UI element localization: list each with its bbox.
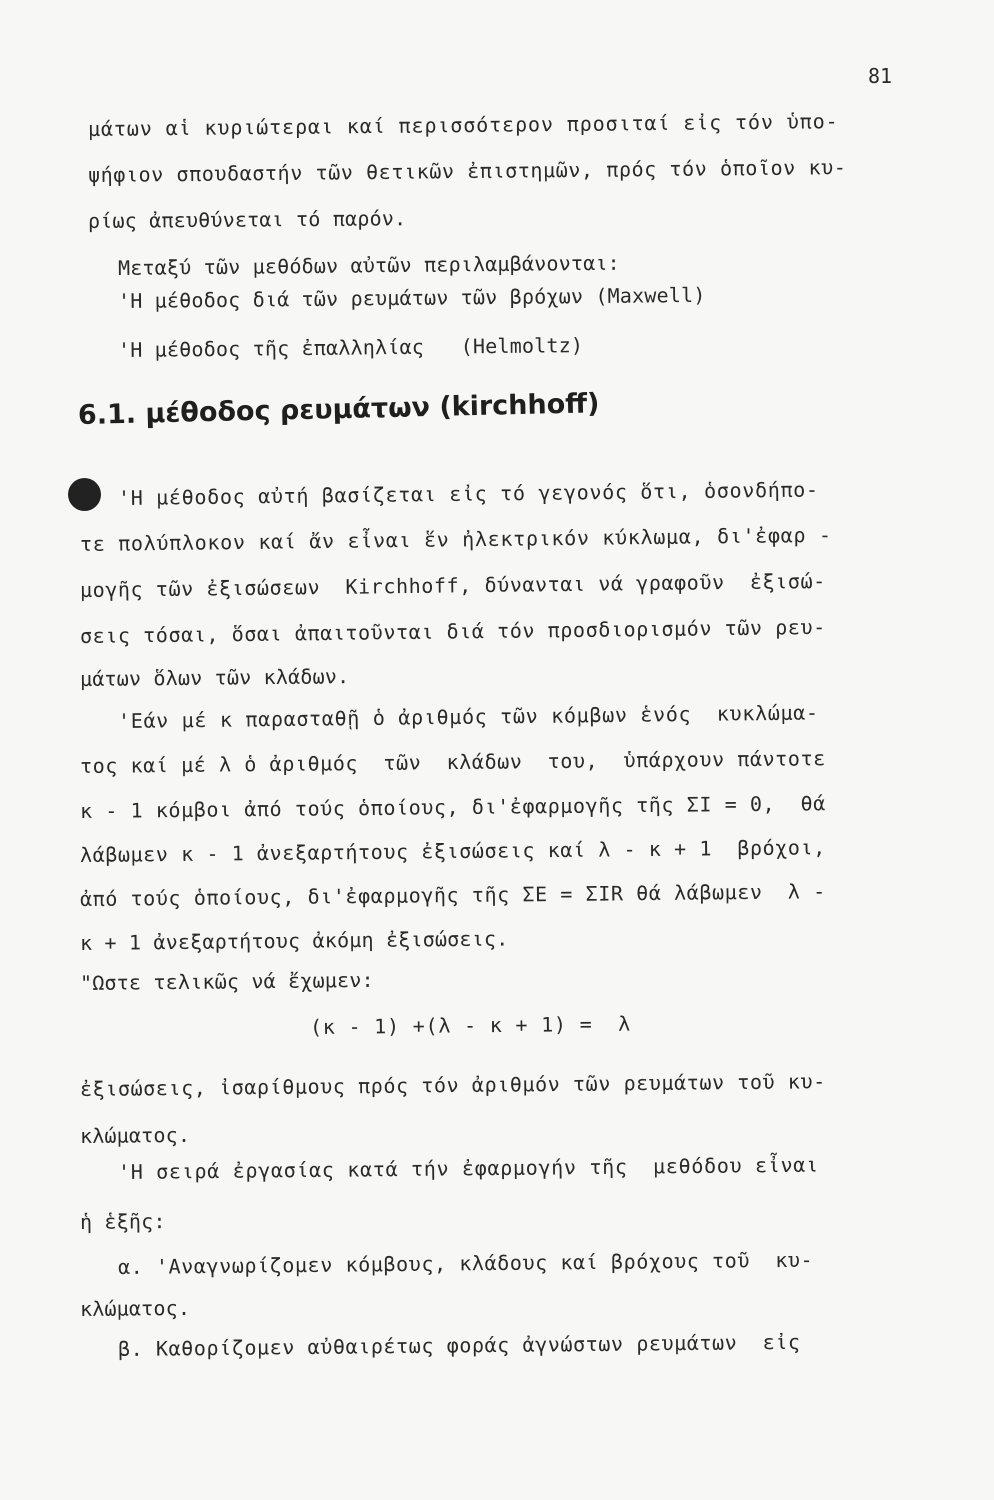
text-line: τε πολύπλοκον καί ἄν εἶναι ἕν ἠλεκτρικόν κύκλωμα, δι'ἐφαρ - xyxy=(79,522,832,556)
text-line: σεις τόσαι, ὅσαι ἀπαιτοῦνται διά τόν προσδιορισμόν τῶν ρευ- xyxy=(79,614,826,648)
text-line: "Ωστε τελικῶς νά ἔχωμεν: xyxy=(79,967,374,995)
equation: (κ - 1) +(λ - κ + 1) = λ xyxy=(309,1011,632,1039)
text-line: 'Η μέθοδος αὐτή βασίζεται εἰς τό γεγονός ὅτι, ὁσονδήπο- xyxy=(117,477,819,510)
bullet-icon xyxy=(68,478,101,511)
text-line: κλώματος. xyxy=(79,1295,191,1321)
page-number: 81 xyxy=(868,64,893,88)
text-line: 'Η μέθοδος διά τῶν ρευμάτων τῶν βρόχων (Maxwell) xyxy=(117,282,706,313)
text-line: 'Η σειρά ἐργασίας κατά τήν ἐφαρμογήν τῆς μεθόδου εἶναι xyxy=(117,1152,819,1184)
text-line: 'Εάν μέ κ παρασταθῇ ὁ ἀριθμός τῶν κόμβων ἑνός κυκλώμα- xyxy=(117,700,819,733)
section-heading: 6.1. μέθοδος ρευμάτων (kirchhoff) xyxy=(77,388,600,431)
text-line: τος καί μέ λ ὁ ἀριθμός τῶν κλάδων του, ὑπάρχουν πάντοτε xyxy=(79,746,826,778)
text-line: κ - 1 κόμβοι ἀπό τούς ὁποίους, δι'ἐφαρμογῆς τῆς ΣΙ = 0, θά xyxy=(79,791,826,823)
text-line: ψήφιον σπουδαστήν τῶν θετικῶν ἐπιστημῶν, πρός τόν ὁποῖον κυ- xyxy=(87,155,847,187)
text-line: ἡ ἑξῆς: xyxy=(79,1209,166,1234)
text-line: μάτων ὅλων τῶν κλάδων. xyxy=(79,664,350,691)
list-item: β. Καθορίζομεν αὐθαιρέτως φοράς ἀγνώστων ρευμάτων εἰς xyxy=(117,1329,801,1361)
text-line: Μεταξύ τῶν μεθόδων αὐτῶν περιλαμβάνονται: xyxy=(117,250,620,280)
text-line: κ + 1 ἀνεξαρτήτους ἀκόμη ἐξισώσεις. xyxy=(79,926,509,955)
text-line: λάβωμεν κ - 1 ἀνεξαρτήτους ἐξισώσεις καί λ - κ + 1 βρόχοι, xyxy=(79,835,826,867)
text-line: μογῆς τῶν ἐξισώσεων Kirchhoff, δύνανται νά γραφοῦν ἐξισώ- xyxy=(79,568,826,602)
text-line: μάτων αἱ κυριώτεραι καί περισσότερον προσιταί εἰς τόν ὑπο- xyxy=(87,109,839,141)
text-line: ἀπό τούς ὁποίους, δι'ἐφαρμογῆς τῆς ΣΕ = ΣΙR θά λάβωμεν λ - xyxy=(79,879,826,911)
text-line: 'Η μέθοδος τῆς ἐπαλληλίας (Helmoltz) xyxy=(117,333,584,362)
text-line: ρίως ἀπευθύνεται τό παρόν. xyxy=(87,206,407,233)
list-item: α. 'Αναγνωρίζομεν κόμβους, κλάδους καί βρόχους τοῦ κυ- xyxy=(117,1247,814,1279)
text-line: ἐξισώσεις, ἰσαρίθμους πρός τόν ἀριθμόν τῶν ρευμάτων τοῦ κυ- xyxy=(79,1069,826,1101)
text-line: κλώματος. xyxy=(79,1122,191,1148)
